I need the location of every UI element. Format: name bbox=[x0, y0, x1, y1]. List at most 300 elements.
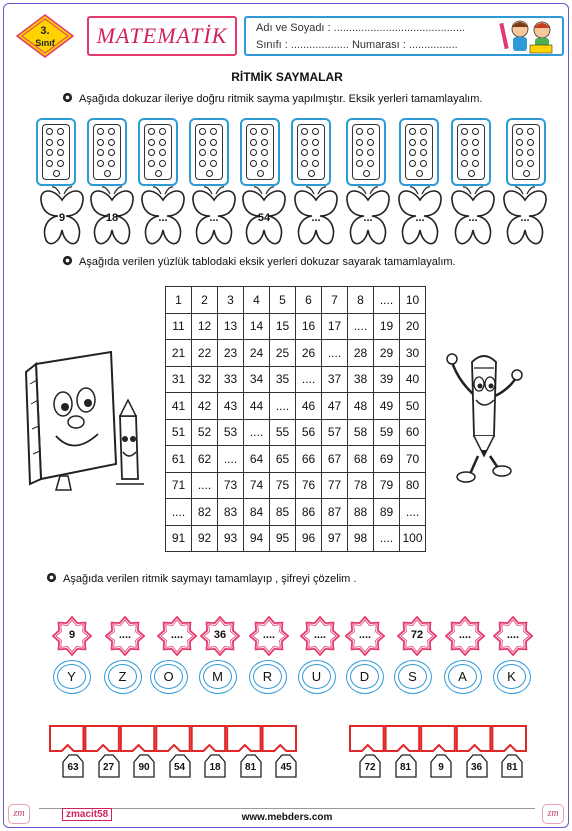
domino-card bbox=[506, 118, 546, 186]
answer-box[interactable] bbox=[421, 726, 455, 751]
answer-box[interactable] bbox=[227, 726, 260, 751]
answer-box[interactable] bbox=[492, 726, 526, 751]
letter-circle bbox=[150, 660, 188, 694]
dot bbox=[97, 139, 104, 146]
table-cell: 77 bbox=[322, 472, 348, 499]
table-cell: 79 bbox=[374, 472, 400, 499]
dot bbox=[367, 128, 374, 135]
dot bbox=[301, 149, 308, 156]
dot bbox=[363, 170, 370, 177]
table-cell: 28 bbox=[348, 340, 374, 367]
dot bbox=[148, 160, 155, 167]
table-cell: 53 bbox=[218, 419, 244, 446]
dot bbox=[308, 170, 315, 177]
domino-card bbox=[291, 118, 331, 186]
star-value: 9 bbox=[68, 629, 76, 641]
star-shape bbox=[200, 616, 240, 656]
star-value[interactable]: .... bbox=[506, 629, 520, 641]
table-cell: 48 bbox=[348, 393, 374, 420]
table-cell: 62 bbox=[192, 446, 218, 473]
code-tag bbox=[429, 754, 453, 778]
section1-instruction-row bbox=[62, 92, 482, 105]
domino-inner bbox=[352, 124, 380, 180]
code-number: 81 bbox=[399, 762, 412, 773]
table-row bbox=[166, 419, 426, 446]
table-row bbox=[166, 313, 426, 340]
star-value[interactable]: .... bbox=[118, 629, 132, 641]
hundred-table bbox=[165, 286, 426, 552]
table-cell: 7 bbox=[322, 287, 348, 314]
answer-box[interactable] bbox=[121, 726, 154, 751]
dot bbox=[104, 170, 111, 177]
answer-box[interactable] bbox=[50, 726, 83, 751]
domino-inner bbox=[144, 124, 172, 180]
gear-bullet-icon bbox=[62, 255, 73, 266]
table-row bbox=[166, 472, 426, 499]
letter-circle bbox=[444, 660, 482, 694]
table-cell: 84 bbox=[244, 499, 270, 526]
table-cell: 3 bbox=[218, 287, 244, 314]
table-cell: 51 bbox=[166, 419, 192, 446]
dot bbox=[461, 128, 468, 135]
table-cell: 67 bbox=[322, 446, 348, 473]
dot bbox=[261, 128, 268, 135]
table-cell: 29 bbox=[374, 340, 400, 367]
table-cell: 66 bbox=[296, 446, 322, 473]
subject-title-box bbox=[87, 16, 237, 56]
table-cell: 38 bbox=[348, 366, 374, 393]
table-cell: 96 bbox=[296, 525, 322, 552]
star-shape bbox=[105, 616, 145, 656]
butterfly-value[interactable]: ... bbox=[311, 212, 321, 224]
table-cell: 30 bbox=[400, 340, 426, 367]
table-cell: 98 bbox=[348, 525, 374, 552]
name-field[interactable]: Adı ve Soyadı : ........................................... bbox=[256, 22, 466, 34]
dot bbox=[356, 128, 363, 135]
dot bbox=[367, 139, 374, 146]
table-cell[interactable]: .... bbox=[296, 366, 322, 393]
table-cell: 71 bbox=[166, 472, 192, 499]
code-number: 45 bbox=[280, 762, 292, 773]
code-number: 81 bbox=[506, 762, 518, 773]
dot bbox=[53, 170, 60, 177]
answer-box[interactable] bbox=[192, 726, 225, 751]
table-cell: 5 bbox=[270, 287, 296, 314]
table-cell: 41 bbox=[166, 393, 192, 420]
table-cell: 65 bbox=[270, 446, 296, 473]
worksheet-page bbox=[3, 3, 569, 828]
butterfly-value[interactable]: ... bbox=[363, 212, 373, 224]
code-tag bbox=[61, 754, 85, 778]
cipher-letter: U bbox=[302, 664, 331, 689]
code-tag bbox=[97, 754, 121, 778]
table-row bbox=[166, 366, 426, 393]
star-value[interactable]: .... bbox=[313, 629, 327, 641]
table-cell: 74 bbox=[244, 472, 270, 499]
table-row bbox=[166, 393, 426, 420]
table-cell: 22 bbox=[192, 340, 218, 367]
butterfly bbox=[344, 186, 392, 248]
dot bbox=[416, 170, 423, 177]
domino-inner bbox=[195, 124, 223, 180]
table-row bbox=[166, 446, 426, 473]
dot bbox=[472, 139, 479, 146]
table-cell: 37 bbox=[322, 366, 348, 393]
table-cell: 68 bbox=[348, 446, 374, 473]
table-cell: 40 bbox=[400, 366, 426, 393]
cipher-letter: K bbox=[497, 664, 526, 689]
code-tag bbox=[203, 754, 227, 778]
dancing-pencil-icon bbox=[444, 344, 524, 489]
star-value[interactable]: .... bbox=[170, 629, 184, 641]
dot bbox=[97, 128, 104, 135]
table-cell: 57 bbox=[322, 419, 348, 446]
dot bbox=[420, 128, 427, 135]
dot bbox=[199, 149, 206, 156]
letter-circle bbox=[53, 660, 91, 694]
butterfly bbox=[240, 186, 288, 248]
table-cell: 97 bbox=[322, 525, 348, 552]
corner-mark-left: zm bbox=[8, 804, 30, 824]
table-row bbox=[166, 525, 426, 552]
code-tag bbox=[132, 754, 156, 778]
dot bbox=[312, 139, 319, 146]
cipher-letter: R bbox=[253, 664, 282, 689]
table-cell: 78 bbox=[348, 472, 374, 499]
code-tag bbox=[274, 754, 298, 778]
dot bbox=[210, 149, 217, 156]
dot bbox=[261, 139, 268, 146]
domino-card bbox=[240, 118, 280, 186]
letter-circle bbox=[298, 660, 336, 694]
table-cell: 60 bbox=[400, 419, 426, 446]
butterfly-value[interactable]: ... bbox=[468, 212, 478, 224]
butterfly bbox=[292, 186, 340, 248]
table-row bbox=[166, 287, 426, 314]
author-badge: zmacit58 bbox=[62, 808, 112, 821]
butterfly bbox=[139, 186, 187, 248]
table-cell: 20 bbox=[400, 313, 426, 340]
dot bbox=[301, 160, 308, 167]
table-cell[interactable]: .... bbox=[244, 419, 270, 446]
table-cell: 32 bbox=[192, 366, 218, 393]
code-tag bbox=[394, 754, 418, 778]
table-cell: 87 bbox=[322, 499, 348, 526]
dot bbox=[420, 149, 427, 156]
worksheet-title: RİTMİK SAYMALAR bbox=[231, 70, 343, 84]
dot bbox=[57, 128, 64, 135]
cipher-letter: Y bbox=[57, 664, 86, 689]
table-cell: 6 bbox=[296, 287, 322, 314]
table-cell: 69 bbox=[374, 446, 400, 473]
code-number: 9 bbox=[438, 762, 444, 773]
code-tag bbox=[465, 754, 489, 778]
cipher-letter: D bbox=[350, 664, 379, 689]
table-cell: 95 bbox=[270, 525, 296, 552]
table-cell: 2 bbox=[192, 287, 218, 314]
grade-badge bbox=[16, 14, 74, 58]
table-cell[interactable]: .... bbox=[322, 340, 348, 367]
dot bbox=[527, 128, 534, 135]
table-cell: 21 bbox=[166, 340, 192, 367]
table-cell: 17 bbox=[322, 313, 348, 340]
dot bbox=[356, 160, 363, 167]
dot bbox=[409, 149, 416, 156]
dot bbox=[148, 139, 155, 146]
code-number: 90 bbox=[138, 762, 150, 773]
dot bbox=[409, 139, 416, 146]
domino-inner bbox=[512, 124, 540, 180]
dot bbox=[261, 149, 268, 156]
table-cell: 70 bbox=[400, 446, 426, 473]
table-cell: 19 bbox=[374, 313, 400, 340]
table-cell: 42 bbox=[192, 393, 218, 420]
code-number: 63 bbox=[67, 762, 79, 773]
answer-bar-right bbox=[349, 723, 529, 753]
dot bbox=[312, 160, 319, 167]
star-value: 36 bbox=[213, 629, 227, 641]
table-cell[interactable]: .... bbox=[374, 287, 400, 314]
dot bbox=[312, 149, 319, 156]
dot bbox=[159, 128, 166, 135]
table-cell: 13 bbox=[218, 313, 244, 340]
domino-card bbox=[399, 118, 439, 186]
table-cell[interactable]: .... bbox=[348, 313, 374, 340]
table-cell: 46 bbox=[296, 393, 322, 420]
domino-inner bbox=[93, 124, 121, 180]
book-character-illustration bbox=[16, 344, 156, 504]
butterfly bbox=[38, 186, 86, 248]
dot bbox=[199, 139, 206, 146]
smiling-book-icon bbox=[16, 344, 156, 504]
butterfly-value[interactable]: ... bbox=[209, 212, 219, 224]
section3-instruction-row bbox=[46, 572, 356, 585]
pencil-character-illustration bbox=[444, 344, 524, 489]
dot bbox=[159, 149, 166, 156]
dot bbox=[301, 139, 308, 146]
table-cell: 43 bbox=[218, 393, 244, 420]
dot bbox=[420, 160, 427, 167]
dot bbox=[108, 128, 115, 135]
table-cell: 44 bbox=[244, 393, 270, 420]
dot bbox=[97, 160, 104, 167]
dot bbox=[356, 139, 363, 146]
code-number: 81 bbox=[244, 762, 257, 773]
class-number-field[interactable]: Sınıfı : ................... Numarası : ................ bbox=[256, 39, 458, 51]
dot bbox=[108, 149, 115, 156]
star-value[interactable]: .... bbox=[262, 629, 276, 641]
dot bbox=[420, 139, 427, 146]
dot bbox=[527, 149, 534, 156]
domino-card bbox=[87, 118, 127, 186]
domino-inner bbox=[42, 124, 70, 180]
answer-box[interactable] bbox=[263, 726, 296, 751]
dot bbox=[97, 149, 104, 156]
cipher-letter: A bbox=[448, 664, 477, 689]
letter-circle bbox=[249, 660, 287, 694]
butterfly-value[interactable]: 9 bbox=[58, 212, 66, 224]
table-cell: 75 bbox=[270, 472, 296, 499]
table-row bbox=[166, 340, 426, 367]
star-shape bbox=[249, 616, 289, 656]
kids-with-pencil-icon bbox=[494, 17, 560, 55]
dot bbox=[472, 128, 479, 135]
dot bbox=[472, 160, 479, 167]
table-cell: 55 bbox=[270, 419, 296, 446]
table-cell: 91 bbox=[166, 525, 192, 552]
dot bbox=[516, 160, 523, 167]
answer-box[interactable] bbox=[457, 726, 491, 751]
table-cell: 16 bbox=[296, 313, 322, 340]
butterfly-value[interactable]: ... bbox=[415, 212, 425, 224]
dot bbox=[159, 139, 166, 146]
code-number: 27 bbox=[102, 762, 115, 773]
code-tag bbox=[239, 754, 263, 778]
star-value: 72 bbox=[410, 629, 424, 641]
dot bbox=[57, 149, 64, 156]
domino-inner bbox=[405, 124, 433, 180]
dot bbox=[155, 170, 162, 177]
answer-box[interactable] bbox=[85, 726, 118, 751]
table-cell: 52 bbox=[192, 419, 218, 446]
cipher-letter: Z bbox=[108, 664, 137, 689]
star-shape bbox=[52, 616, 92, 656]
code-number: 18 bbox=[209, 762, 221, 773]
letter-circle bbox=[394, 660, 432, 694]
table-cell: 89 bbox=[374, 499, 400, 526]
code-tag bbox=[500, 754, 524, 778]
dot bbox=[250, 149, 257, 156]
grade-number: 3. bbox=[40, 25, 50, 37]
dot bbox=[46, 139, 53, 146]
section1-instruction: Aşağıda dokuzar ileriye doğru ritmik sayma yapılmıştır. Eksik yerleri tamamlayalım. bbox=[79, 93, 483, 105]
dot bbox=[46, 149, 53, 156]
table-cell: 31 bbox=[166, 366, 192, 393]
star-shape bbox=[493, 616, 533, 656]
dot bbox=[261, 160, 268, 167]
domino-inner bbox=[246, 124, 274, 180]
table-cell: 50 bbox=[400, 393, 426, 420]
star-shape bbox=[445, 616, 485, 656]
dot bbox=[199, 160, 206, 167]
dot bbox=[148, 149, 155, 156]
butterfly bbox=[449, 186, 497, 248]
cipher-letter: O bbox=[154, 664, 183, 689]
grade-label: Sınıf bbox=[35, 38, 55, 48]
table-cell: 15 bbox=[270, 313, 296, 340]
dot bbox=[367, 160, 374, 167]
table-cell: 39 bbox=[374, 366, 400, 393]
code-number: 54 bbox=[173, 762, 186, 773]
table-cell: 73 bbox=[218, 472, 244, 499]
butterfly-value[interactable]: ... bbox=[520, 212, 530, 224]
domino-card bbox=[451, 118, 491, 186]
domino-card bbox=[36, 118, 76, 186]
dot bbox=[516, 149, 523, 156]
footer-divider bbox=[39, 808, 535, 809]
dot bbox=[250, 139, 257, 146]
star-value[interactable]: .... bbox=[458, 629, 472, 641]
star-value[interactable]: .... bbox=[358, 629, 372, 641]
dot bbox=[367, 149, 374, 156]
table-cell[interactable]: .... bbox=[400, 499, 426, 526]
table-cell: 8 bbox=[348, 287, 374, 314]
table-cell[interactable]: .... bbox=[166, 499, 192, 526]
table-cell: 10 bbox=[400, 287, 426, 314]
dot bbox=[472, 149, 479, 156]
dot bbox=[250, 128, 257, 135]
answer-bar-left bbox=[49, 723, 299, 753]
letter-circle bbox=[104, 660, 142, 694]
dot bbox=[57, 139, 64, 146]
dot bbox=[409, 160, 416, 167]
code-number: 36 bbox=[470, 762, 483, 773]
table-cell: 64 bbox=[244, 446, 270, 473]
dot bbox=[159, 160, 166, 167]
domino-card bbox=[189, 118, 229, 186]
website-link[interactable]: www.mebders.com bbox=[241, 812, 333, 823]
table-cell: 56 bbox=[296, 419, 322, 446]
dot bbox=[46, 128, 53, 135]
table-cell: 33 bbox=[218, 366, 244, 393]
butterfly-value[interactable]: 54 bbox=[257, 212, 271, 224]
dot bbox=[516, 139, 523, 146]
dot bbox=[461, 160, 468, 167]
table-cell: 26 bbox=[296, 340, 322, 367]
dot bbox=[461, 149, 468, 156]
table-cell[interactable]: .... bbox=[192, 472, 218, 499]
dot bbox=[46, 160, 53, 167]
table-cell: 12 bbox=[192, 313, 218, 340]
butterfly-value[interactable]: ... bbox=[158, 212, 168, 224]
table-cell: 93 bbox=[218, 525, 244, 552]
domino-inner bbox=[297, 124, 325, 180]
answer-box[interactable] bbox=[386, 726, 420, 751]
dot bbox=[210, 160, 217, 167]
table-cell: 24 bbox=[244, 340, 270, 367]
dot bbox=[250, 160, 257, 167]
dot bbox=[257, 170, 264, 177]
table-cell[interactable]: .... bbox=[270, 393, 296, 420]
butterfly-value[interactable]: 18 bbox=[105, 212, 119, 224]
table-cell: 1 bbox=[166, 287, 192, 314]
table-cell[interactable]: .... bbox=[374, 525, 400, 552]
answer-box[interactable] bbox=[156, 726, 189, 751]
dot bbox=[523, 170, 530, 177]
answer-box[interactable] bbox=[350, 726, 384, 751]
table-cell: 82 bbox=[192, 499, 218, 526]
cipher-letter: S bbox=[398, 664, 427, 689]
corner-mark-right: zm bbox=[542, 804, 564, 824]
dot bbox=[527, 160, 534, 167]
table-cell: 49 bbox=[374, 393, 400, 420]
code-number: 72 bbox=[364, 762, 376, 773]
section2-instruction-row bbox=[62, 255, 456, 268]
dot bbox=[516, 128, 523, 135]
dot bbox=[199, 128, 206, 135]
table-row bbox=[166, 499, 426, 526]
table-cell: 86 bbox=[296, 499, 322, 526]
table-cell: 61 bbox=[166, 446, 192, 473]
gear-bullet-icon bbox=[62, 92, 73, 103]
dot bbox=[108, 160, 115, 167]
table-cell: 34 bbox=[244, 366, 270, 393]
star-shape bbox=[345, 616, 385, 656]
table-cell[interactable]: .... bbox=[218, 446, 244, 473]
dot bbox=[108, 139, 115, 146]
gear-bullet-icon bbox=[46, 572, 57, 583]
table-cell: 59 bbox=[374, 419, 400, 446]
